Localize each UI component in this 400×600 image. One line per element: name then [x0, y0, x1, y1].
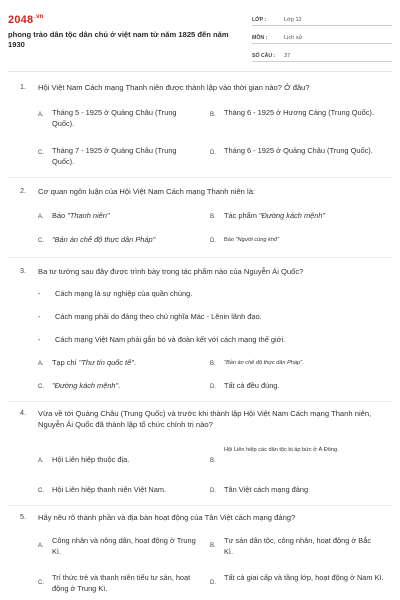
meta-row-subject — [252, 32, 392, 44]
option-letter: D. — [210, 580, 216, 586]
option-text: Tư sản dân tộc, công nhân, hoạt động ở Bắc Kì. — [224, 536, 372, 556]
option-letter: B. — [210, 361, 216, 367]
option-text — [224, 210, 325, 221]
option-text: Hội Liên hiệp thuộc địa. — [52, 455, 130, 464]
meta-label: LỚP : — [252, 16, 267, 23]
option-italic: "Đường kách mệnh" — [52, 381, 119, 390]
question-separator — [8, 505, 392, 506]
question-text: Vừa về tới Quảng Châu (Trung Quốc) và trước khi thành lập Hội Việt Nam Cách mạng Thanh niên, Nguyễn Ái Quốc đã thành lập tổ chức chính trị nào? — [38, 409, 372, 429]
option-letter: B. — [210, 214, 216, 220]
question-number: 3. — [20, 266, 26, 275]
option-text: Tháng 6 - 1925 ở Hương Cảng (Trung Quốc). — [224, 108, 374, 117]
option-text: Hội Liên hiệp các dân tộc bị áp bức ở Á Đông. — [224, 447, 339, 453]
option-prefix: Báo — [224, 237, 236, 243]
question-number: 2. — [20, 186, 26, 195]
option-text: Tất cả đều đúng. — [224, 381, 280, 390]
bullet-dash: - — [38, 289, 41, 298]
option-letter: C. — [38, 580, 44, 586]
meta-label: SỐ CÂU : — [252, 52, 276, 59]
question-number: 1. — [20, 82, 26, 91]
option-letter: B. — [210, 458, 216, 464]
option-letter: C. — [38, 238, 44, 244]
meta-row-class — [252, 14, 392, 26]
option-text — [224, 236, 279, 245]
option-text: Tháng 6 - 1925 ở Quảng Châu (Trung Quốc). — [224, 146, 373, 155]
option-letter: A. — [38, 458, 44, 464]
option-text — [52, 380, 120, 391]
option-text: Hội Liên hiệp thanh niên Việt Nam. — [52, 485, 167, 494]
logo-text: 2048 — [8, 14, 34, 26]
option-text: Trí thức trẻ và thanh niên tiểu tư sản, hoạt động ở Trung Kì. — [52, 573, 191, 593]
option-letter: A. — [38, 112, 44, 118]
header-divider — [8, 71, 392, 72]
option-letter: C. — [38, 488, 44, 494]
question-separator — [8, 257, 392, 258]
question-text: Cơ quan ngôn luận của Hội Việt Nam Cách mạng Thanh niên là: — [38, 187, 256, 196]
option-text: Tất cả giai cấp và tầng lớp, hoạt động ở Nam Kì. — [224, 573, 384, 582]
document-title: phong trào dân tộc dân chủ ở việt nam từ năm 1825 đến năm 1930 — [8, 30, 229, 49]
question-separator — [8, 177, 392, 178]
statement-text: Cách mạng Việt Nam phải gắn bó và đoàn kết với cách mạng thế giới. — [55, 335, 286, 344]
option-letter: D. — [210, 488, 216, 494]
question-text: Hội Việt Nam Cách mạng Thanh niên được thành lập vào thời gian nào? Ở đâu? — [38, 83, 310, 92]
option-italic: "Người cùng khổ" — [235, 237, 280, 243]
option-letter: C. — [38, 150, 44, 156]
option-italic: "Bản án chế độ thực dân Pháp" — [52, 235, 156, 244]
meta-value: Lớp 12 — [284, 16, 302, 23]
option-letter: B. — [210, 543, 216, 549]
option-text — [52, 357, 136, 368]
option-text: Công nhân và nông dân, hoạt động ở Trung Kì. — [52, 536, 196, 556]
option-text — [224, 359, 304, 368]
option-letter: C. — [38, 384, 44, 390]
option-italic: "Bản án chế độ thực dân Pháp" — [224, 360, 303, 366]
logo-suffix: .vn — [34, 14, 44, 21]
option-text — [52, 210, 109, 221]
question-number: 5. — [20, 512, 26, 521]
option-prefix: Tác phẩm — [224, 211, 259, 220]
meta-box — [252, 14, 392, 68]
option-letter: A. — [38, 361, 44, 367]
option-letter: A. — [38, 214, 44, 220]
meta-value: 37 — [284, 52, 291, 59]
option-text: Tháng 7 - 1925 ở Quảng Châu (Trung Quốc). — [52, 146, 177, 166]
question-number: 4. — [20, 408, 26, 417]
question-text: Ba tư tưởng sau đây được trình bày trong tác phẩm nào của Nguyễn Ái Quốc? — [38, 267, 304, 276]
bullet-dash: - — [38, 335, 41, 344]
meta-value: Lịch sử — [284, 34, 303, 41]
option-letter: D. — [210, 384, 216, 390]
question-separator — [8, 401, 392, 402]
option-prefix: Báo — [52, 211, 68, 220]
option-letter: D. — [210, 238, 216, 244]
option-letter: B. — [210, 112, 216, 118]
statement-text: Cách mạng là sự nghiệp của quần chúng. — [55, 289, 193, 298]
option-text: Tháng 5 - 1925 ở Quảng Châu (Trung Quốc). — [52, 108, 177, 128]
option-italic: "Thanh niên" — [67, 211, 110, 220]
option-suffix: . — [133, 358, 136, 367]
meta-row-count — [252, 50, 392, 62]
statement-text: Cách mạng phải do đảng theo chủ nghĩa Mác - Lênin lãnh đạo. — [55, 312, 262, 321]
option-text: Tân Việt cách mạng đảng — [224, 485, 309, 494]
bullet-dash: - — [38, 312, 41, 321]
option-text — [52, 234, 155, 245]
option-italic: "Đường kách mệnh" — [258, 211, 326, 220]
option-italic: "Thư tín quốc tế" — [78, 358, 134, 367]
option-letter: D. — [210, 150, 216, 156]
option-letter: A. — [38, 543, 44, 549]
question-text: Hãy nêu rõ thành phần và địa bàn hoạt động của Tân Việt cách mạng đảng? — [38, 513, 296, 522]
option-suffix: . — [118, 381, 121, 390]
meta-label: MÔN : — [252, 34, 268, 41]
option-prefix: Tạp chí — [52, 358, 79, 367]
option-suffix: . — [302, 360, 304, 366]
